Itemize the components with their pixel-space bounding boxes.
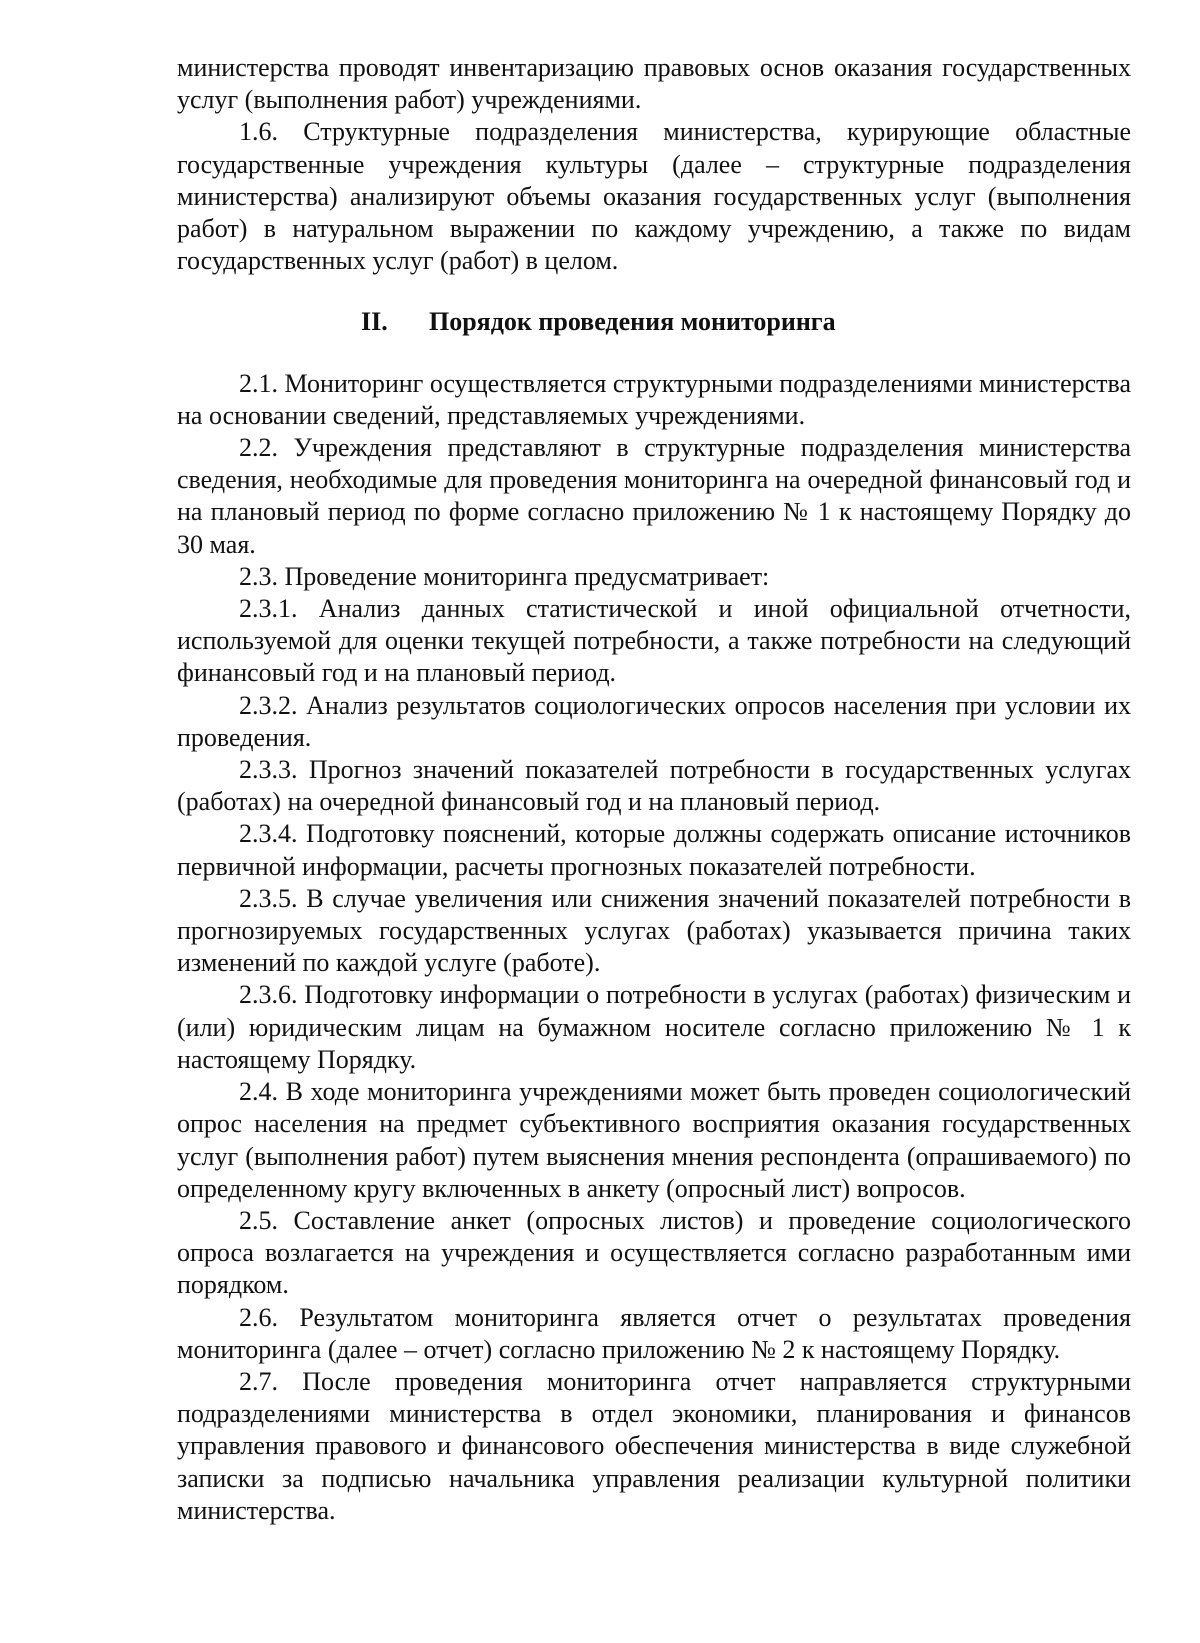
paragraph-2-1: 2.1. Мониторинг осуществляется структурными подразделениями министерства на основании сведений, представляемых учреждениями. [177, 368, 1131, 430]
paragraph-2-3-5: 2.3.5. В случае увеличения или снижения значений показателей потребности в прогнозируемых государственных услугах (работах) указывается причина таких изменений по каждой услуге (работе). [177, 883, 1131, 978]
section-number: II. [361, 307, 388, 337]
paragraph-2-3-3: 2.3.3. Прогноз значений показателей потребности в государственных услугах (работах) на очередной финансовый год и на плановый период. [177, 755, 1131, 817]
paragraph-2-4: 2.4. В ходе мониторинга учреждениями может быть проведен социологический опрос населения на предмет субъективного восприятия оказания государственных услуг (выполнения работ) путем выяснения мнения респондента (опрашиваемого) по определенному кругу включенных в анкету (опросный лист) вопросов. [177, 1077, 1131, 1203]
paragraph-2-3-4: 2.3.4. Подготовку пояснений, которые должны содержать описание источников первичной информации, расчеты прогнозных показателей потребности. [177, 819, 1131, 881]
paragraph-2-5: 2.5. Составление анкет (опросных листов) и проведение социологического опроса возлагается на учреждения и осуществляется согласно разработанным ими порядком. [177, 1205, 1131, 1300]
paragraph-2-3-1: 2.3.1. Анализ данных статистической и иной официальной отчетности, используемой для оценки текущей потребности, а также потребности на следующий финансовый год и на плановый период. [177, 594, 1131, 688]
section-title: Порядок проведения мониторинга [429, 307, 836, 337]
paragraph-2-3: 2.3. Проведение мониторинга предусматривает: [239, 561, 770, 591]
paragraph-2-2: 2.2. Учреждения представляют в структурные подразделения министерства сведения, необходимые для проведения мониторинга на очередной финансовый год и на плановый период по форме согласно приложению № 1 к настоящему Порядку до 30 мая. [177, 433, 1131, 559]
document-body [177, 52, 1131, 1527]
paragraph-2-3-2: 2.3.2. Анализ результатов социологических опросов населения при условии их проведения. [177, 690, 1131, 752]
paragraph-continuation: министерства проводят инвентаризацию правовых основ оказания государственных услуг (выполнения работ) учреждениями. [177, 53, 1131, 115]
paragraph-2-3-6: 2.3.6. Подготовку информации о потребности в услугах (работах) физическим и (или) юридическим лицам на бумажном носителе согласно приложению № 1 к настоящему Порядку. [177, 980, 1131, 1074]
paragraph-1-6: 1.6. Структурные подразделения министерства, курирующие областные государственные учреждения культуры (далее – структурные подразделения министерства) анализируют объемы оказания государственных услуг (выполнения работ) в натуральном выражении по каждому учреждению, а также по видам государственных услуг (работ) в целом. [177, 117, 1131, 276]
paragraph-2-7: 2.7. После проведения мониторинга отчет направляется структурными подразделениями министерства в отдел экономики, планирования и финансов управления правового и финансового обеспечения министерства в виде служебной записки за подписью начальника управления реализации культурной политики министерства. [177, 1366, 1131, 1525]
section-heading [177, 306, 1131, 338]
paragraph-2-6: 2.6. Результатом мониторинга является отчет о результатах проведения мониторинга (далее – отчет) согласно приложению № 2 к настоящему Порядку. [177, 1302, 1131, 1364]
